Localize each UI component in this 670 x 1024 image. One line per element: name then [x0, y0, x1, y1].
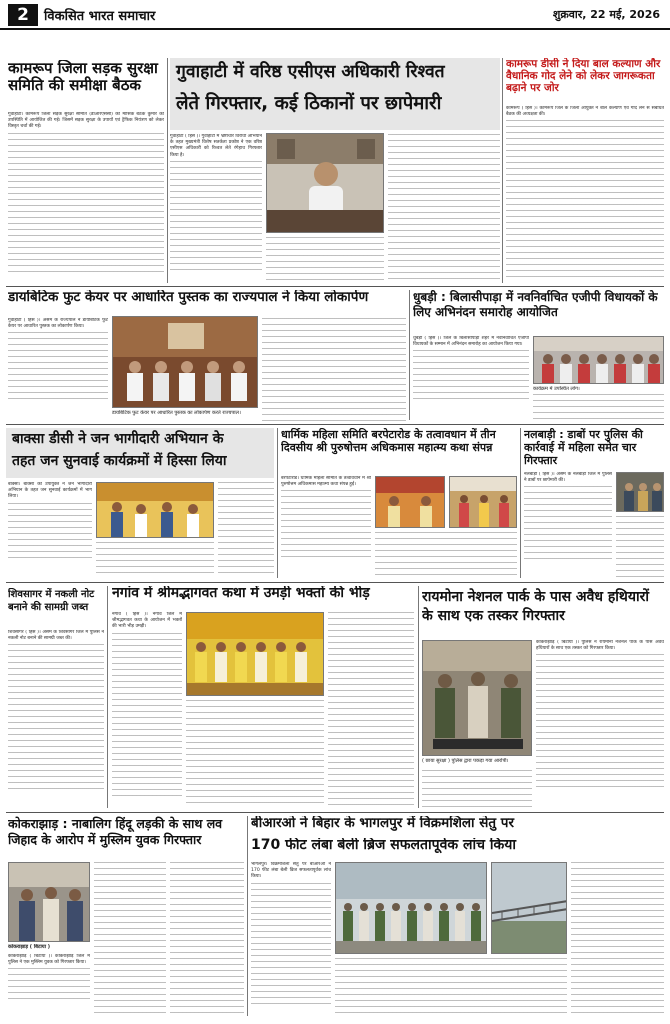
a5-body — [413, 336, 529, 420]
a5-headline: धुबड़ी : बिलासीपाड़ा में नवनिर्वाचित एजीपी विधायकों के लिए अभिनंदन समारोह आयोजित — [413, 290, 658, 319]
column-rule — [277, 428, 278, 578]
a2-body-col3 — [388, 134, 500, 282]
a8-body — [524, 472, 612, 578]
a1-body-text: गुवाहाटी। कामरूप जिला सड़क सुरक्षा समिति (डीआरएससी) की मासिक बैठक कुमार की उपस्थिति में आयोजित की गई। जिसमें सड़क सुरक्षा के उपायों एवं ट्रैफिक नियंत्रण को लेकर विस्तृत चर्चा की गई। — [8, 112, 164, 130]
column-rule — [107, 586, 108, 808]
a2-headline-2: लेते गिरफ्तार, कई ठिकानों पर छापेमारी — [176, 93, 442, 114]
a2-body-under-photo — [266, 237, 384, 282]
a13-body — [251, 862, 331, 1016]
page-number: 2 — [8, 4, 38, 26]
a4-body-text: गुवाहाटी ( हिंस )। असम के राज्यपाल ने डायबिटिक फुट केयर पर आधारित पुस्तक का लोकार्पण किया। — [8, 318, 108, 330]
a6-body-text: बाक्सा। बाक्सा की उपायुक्त ने जन भागीदारी अभियान के तहत जन सुनवाई कार्यक्रमों में भाग लिया। — [8, 482, 92, 500]
a13-text-lines-3 — [571, 862, 664, 1016]
a11-text-lines — [536, 654, 664, 792]
a5-caption: कार्यक्रम में उपस्थित लोग। — [533, 386, 580, 392]
a2-headline-1: गुवाहाटी में वरिष्ठ एसीएस अधिकारी रिश्वत — [176, 62, 445, 82]
a5-body-2 — [533, 394, 664, 420]
a6-headline-1: बाक्सा डीसी ने जन भागीदारी अभियान के — [12, 431, 224, 447]
a3-body-text: कामरूप ( हिंस )। कामरूप जिले के जिला आयुक्त ने बाल कल्याण एवं गोद लेने से संबंधित बैठक की अध्यक्षता की। — [506, 106, 664, 118]
a4-body-col3 — [262, 318, 406, 422]
a12-caption: कोकराझाड़ ( बिटाया ) — [8, 944, 51, 950]
a10-headline: नगांव में श्रीमद्भागवत कथा में उमड़ी भक्तों की भीड़ — [112, 586, 370, 601]
a13-text-lines — [251, 883, 331, 1009]
a10-text-lines-3 — [328, 612, 414, 808]
a2-text-lines-3 — [388, 134, 500, 282]
a7-body-2 — [375, 532, 517, 578]
a6-headline-2: तहत जन सुनवाई कार्यक्रमों में हिस्सा लिया — [12, 453, 227, 469]
a13-photo-2 — [491, 862, 567, 954]
column-rule — [167, 58, 168, 283]
a4-text-lines-2 — [262, 318, 406, 422]
a7-headline: धार्मिक महिला समिति बरपेटारोड के तत्वावधान में तीन दिवसीय श्री पुरुषोत्तम अधिकमास महात्म्य कथा संपन्न — [281, 428, 496, 454]
a12-text-lines-3 — [170, 862, 244, 1016]
a12-body-text: कोकराझाड़ ( बिटाया )। कोकराझाड़ जिले में पुलिस ने एक मुस्लिम युवक को गिरफ्तार किया। — [8, 954, 90, 966]
a10-text-lines — [112, 633, 182, 799]
a12-headline: कोकराझाड़ : नाबालिग हिंदू लड़की के साथ लव जिहाद के आरोप में मुस्लिम युवक गिरफ्तार — [8, 816, 223, 847]
a2-body-col1 — [170, 134, 262, 282]
row-rule — [6, 582, 664, 583]
column-rule — [409, 290, 410, 420]
paper-name: विकसित भारत समाचार — [44, 9, 156, 24]
a13-headline-2: 170 फीट लंबा बेली ब्रिज सफलतापूर्वक लांच किया — [251, 838, 517, 853]
a6-text-lines — [8, 503, 92, 563]
a7-photo-2 — [449, 476, 517, 528]
a2-photo — [266, 133, 384, 233]
a4-photo — [112, 316, 258, 408]
a10-text-lines-2 — [186, 700, 324, 808]
column-rule — [247, 816, 248, 1016]
a13-body-2 — [335, 958, 567, 1016]
a4-caption: डायबिटिक फुट केयर पर आधारित पुस्तक का लोकार्पण करते राज्यपाल। — [112, 410, 241, 416]
a6-headline-band — [6, 428, 274, 478]
a11-body-2 — [422, 770, 532, 808]
a11-body-text: कोकराझाड़ ( बिटाया )। पुलिस ने रायमोना नेशनल पार्क के पास अवैध हथियारों के साथ एक तस्कर को गिरफ्तार किया। — [536, 640, 664, 652]
a1-body — [8, 112, 164, 282]
a7-text-lines-2 — [375, 532, 517, 578]
a10-body-3 — [328, 612, 414, 808]
a6-body-3 — [96, 542, 214, 578]
a12-text-lines — [8, 968, 90, 1004]
a10-body-text: नगांव ( हिंस )। नगांव जिले में श्रीमद्भागवत कथा के आयोजन में भक्तों की भारी भीड़ उमड़ी। — [112, 612, 182, 630]
a1-headline: कामरूप जिला सड़क सुरक्षा समिति की समीक्षा बैठक — [8, 60, 158, 94]
a6-body-2 — [218, 482, 274, 578]
a6-photo — [96, 482, 214, 538]
a8-text-lines — [524, 486, 612, 562]
a5-photo — [533, 336, 664, 384]
a6-body — [8, 482, 92, 578]
column-rule — [502, 58, 503, 283]
a9-headline: शिवसागर में नकली नोट बनाने की सामग्री जब्त — [8, 589, 95, 613]
a11-caption: ( छाया सुरक्षा ) पुलिस द्वारा पकड़ा गया आरोपी। — [422, 758, 509, 764]
a9-text-lines — [8, 644, 104, 794]
column-rule — [418, 586, 419, 808]
a8-headline: नलबाड़ी : डाबों पर पुलिस की कार्रवाई में महिला समेत चार गिरफ्तार — [524, 428, 643, 467]
a8-body-2 — [616, 516, 664, 578]
a12-photo — [8, 862, 90, 942]
a8-photo — [616, 472, 664, 512]
a7-photo-1 — [375, 476, 445, 528]
a12-text-lines-2 — [94, 862, 166, 1016]
row-rule — [6, 812, 664, 813]
a5-body-text: धुबड़ी ( हिंस )। जिले के बिलासीपाड़ा शहर में नवनिर्वाचित एजीपी विधायकों के सम्मान में अभिनंदन समारोह का आयोजन किया गया। — [413, 336, 529, 348]
a1-text-lines — [8, 133, 164, 273]
a11-text-lines-2 — [422, 770, 532, 808]
a11-photo — [422, 640, 532, 756]
a7-body — [281, 476, 371, 578]
issue-date: शुक्रवार, 22 मई, 2026 — [552, 8, 660, 21]
a4-text-lines — [8, 332, 108, 402]
a4-body — [8, 318, 108, 418]
masthead-bar — [0, 0, 670, 30]
a13-body-text: भागलपुर। विक्रमशिला सेतु पर बीआरओ ने 170 फीट लंबा बेली ब्रिज सफलतापूर्वक लांच किया। — [251, 862, 331, 880]
a10-photo — [186, 612, 324, 696]
a3-headline: कामरूप डीसी ने दिया बाल कल्याण और वैधानिक गोद लेने को लेकर जागरूकता बढ़ाने पर जोर — [506, 58, 661, 94]
row-rule — [6, 286, 664, 287]
a2-text-lines — [170, 161, 262, 271]
a13-text-lines-2 — [335, 958, 567, 1016]
a13-body-3 — [571, 862, 664, 1016]
a9-body-text: शिवसागर ( हिंस )। असम के शिवसागर जिले में पुलिस ने नकली नोट बनाने की सामग्री जब्त की। — [8, 630, 104, 642]
a7-text-lines — [281, 490, 371, 562]
a6-text-lines-3 — [96, 542, 214, 578]
a9-body — [8, 630, 104, 808]
a13-photo-1 — [335, 862, 487, 954]
a11-body — [536, 640, 664, 808]
a13-headline-1: बीआरओ ने बिहार के भागलपुर में विक्रमशिला सेतु पर — [251, 816, 514, 831]
a3-text-lines — [506, 120, 664, 280]
a3-body — [506, 106, 664, 284]
a10-body-2 — [186, 700, 324, 808]
a8-body-text: नलबाड़ी ( हिंस )। असम के नलबाड़ी जिले में पुलिस ने डाबों पर छापेमारी की। — [524, 472, 612, 484]
row-rule — [6, 424, 664, 425]
a7-body-text: बरपेटारोड। धार्मिक महिला समिति के तत्वावधान में श्री पुरुषोत्तम अधिकमास महात्म्य कथा संपन्न हुई। — [281, 476, 371, 488]
a12-body-2 — [94, 862, 166, 1016]
a11-headline: रायमोना नेशनल पार्क के पास अवैध हथियारों के साथ एक तस्कर गिरफ्तार — [422, 589, 649, 624]
a2-body-text: गुवाहाटी ( हिंस )। गुवाहाटी में भ्रष्टाचार विरोधी अभियान के तहत मुख्यमंत्री विशेष सतर्कता प्रकोष्ठ ने एक वरिष्ठ एसीएस अधिकारी को रिश्वत लेते रंगेहाथ गिरफ्तार किया है। — [170, 134, 262, 158]
a4-headline: डायबिटिक फुट केयर पर आधारित पुस्तक का राज्यपाल ने किया लोकार्पण — [8, 290, 369, 305]
a10-body — [112, 612, 182, 808]
a2-headline-band — [170, 58, 500, 130]
column-rule — [520, 428, 521, 578]
a2-text-lines-2 — [266, 237, 384, 282]
a6-text-lines-2 — [218, 482, 274, 578]
a5-text-lines-2 — [533, 394, 664, 420]
a5-text-lines — [413, 350, 529, 400]
a8-text-lines-2 — [616, 516, 664, 578]
a12-body — [8, 954, 90, 1016]
a12-body-3 — [170, 862, 244, 1016]
